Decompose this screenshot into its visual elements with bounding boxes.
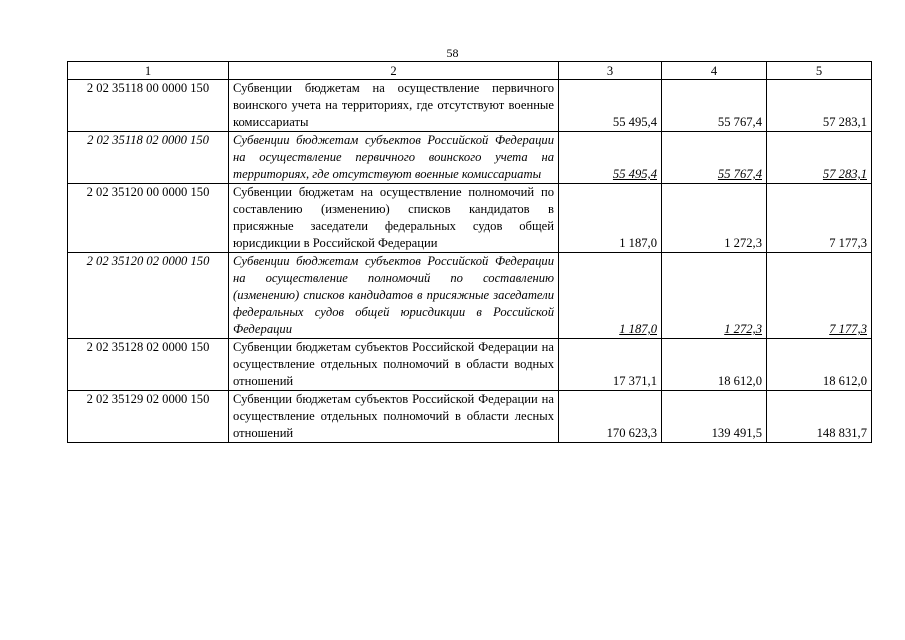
column-header: 1 xyxy=(68,62,229,80)
value-year-2: 55 767,4 xyxy=(717,167,762,181)
value-year-1: 17 371,1 xyxy=(612,374,657,388)
value-year-1: 55 495,4 xyxy=(612,115,657,129)
table-row xyxy=(68,132,872,184)
column-header: 5 xyxy=(767,62,872,80)
value-year-1: 55 495,4 xyxy=(612,167,657,181)
revenue-name: Субвенции бюджетам субъектов Российской Федерации на осуществление полномочий по составлению (изменению) списков кандидатов в присяжные заседатели федеральных судов общей юрисдикции в Российской Федерации xyxy=(229,253,559,339)
value-cell xyxy=(559,132,662,184)
budget-table xyxy=(67,61,872,443)
revenue-name: Субвенции бюджетам субъектов Российской Федерации на осуществление отдельных полномочий в области водных отношений xyxy=(229,339,559,391)
table-header-row xyxy=(68,62,872,80)
value-year-3: 57 283,1 xyxy=(822,115,867,129)
value-cell xyxy=(767,339,872,391)
value-year-1: 170 623,3 xyxy=(606,426,657,440)
value-cell xyxy=(559,339,662,391)
value-year-1: 1 187,0 xyxy=(619,322,657,336)
value-cell xyxy=(559,184,662,253)
value-cell xyxy=(662,253,767,339)
budget-code: 2 02 35118 02 0000 150 xyxy=(68,132,229,184)
value-year-2: 139 491,5 xyxy=(711,426,762,440)
value-cell xyxy=(662,184,767,253)
value-year-2: 55 767,4 xyxy=(717,115,762,129)
value-cell xyxy=(662,391,767,443)
value-cell xyxy=(559,80,662,132)
table-row xyxy=(68,391,872,443)
table-row xyxy=(68,184,872,253)
value-cell xyxy=(767,132,872,184)
value-cell xyxy=(767,184,872,253)
column-header: 3 xyxy=(559,62,662,80)
value-year-2: 1 272,3 xyxy=(724,236,762,250)
value-cell xyxy=(662,132,767,184)
value-year-3: 148 831,7 xyxy=(816,426,867,440)
table-row xyxy=(68,80,872,132)
table-row xyxy=(68,339,872,391)
budget-code: 2 02 35120 00 0000 150 xyxy=(68,184,229,253)
value-year-3: 18 612,0 xyxy=(822,374,867,388)
budget-code: 2 02 35120 02 0000 150 xyxy=(68,253,229,339)
value-cell xyxy=(767,253,872,339)
column-header: 2 xyxy=(229,62,559,80)
value-year-2: 18 612,0 xyxy=(717,374,762,388)
value-year-3: 57 283,1 xyxy=(822,167,867,181)
column-header: 4 xyxy=(662,62,767,80)
value-year-3: 7 177,3 xyxy=(829,322,867,336)
value-cell xyxy=(767,391,872,443)
revenue-name: Субвенции бюджетам субъектов Российской Федерации на осуществление первичного воинского учета на территориях, где отсутствуют военные комиссариаты xyxy=(229,132,559,184)
value-cell xyxy=(559,253,662,339)
revenue-name: Субвенции бюджетам на осуществление первичного воинского учета на территориях, где отсутствуют военные комиссариаты xyxy=(229,80,559,132)
revenue-name: Субвенции бюджетам субъектов Российской Федерации на осуществление отдельных полномочий в области лесных отношений xyxy=(229,391,559,443)
value-cell xyxy=(767,80,872,132)
value-cell xyxy=(662,80,767,132)
table-row xyxy=(68,253,872,339)
value-year-3: 7 177,3 xyxy=(829,236,867,250)
budget-code: 2 02 35128 02 0000 150 xyxy=(68,339,229,391)
budget-code: 2 02 35129 02 0000 150 xyxy=(68,391,229,443)
page-number: 58 xyxy=(446,46,459,60)
value-year-1: 1 187,0 xyxy=(619,236,657,250)
revenue-name: Субвенции бюджетам на осуществление полномочий по составлению (изменению) списков кандидатов в присяжные заседатели федеральных судов общей юрисдикции в Российской Федерации xyxy=(229,184,559,253)
budget-code: 2 02 35118 00 0000 150 xyxy=(68,80,229,132)
value-cell xyxy=(662,339,767,391)
value-cell xyxy=(559,391,662,443)
value-year-2: 1 272,3 xyxy=(724,322,762,336)
